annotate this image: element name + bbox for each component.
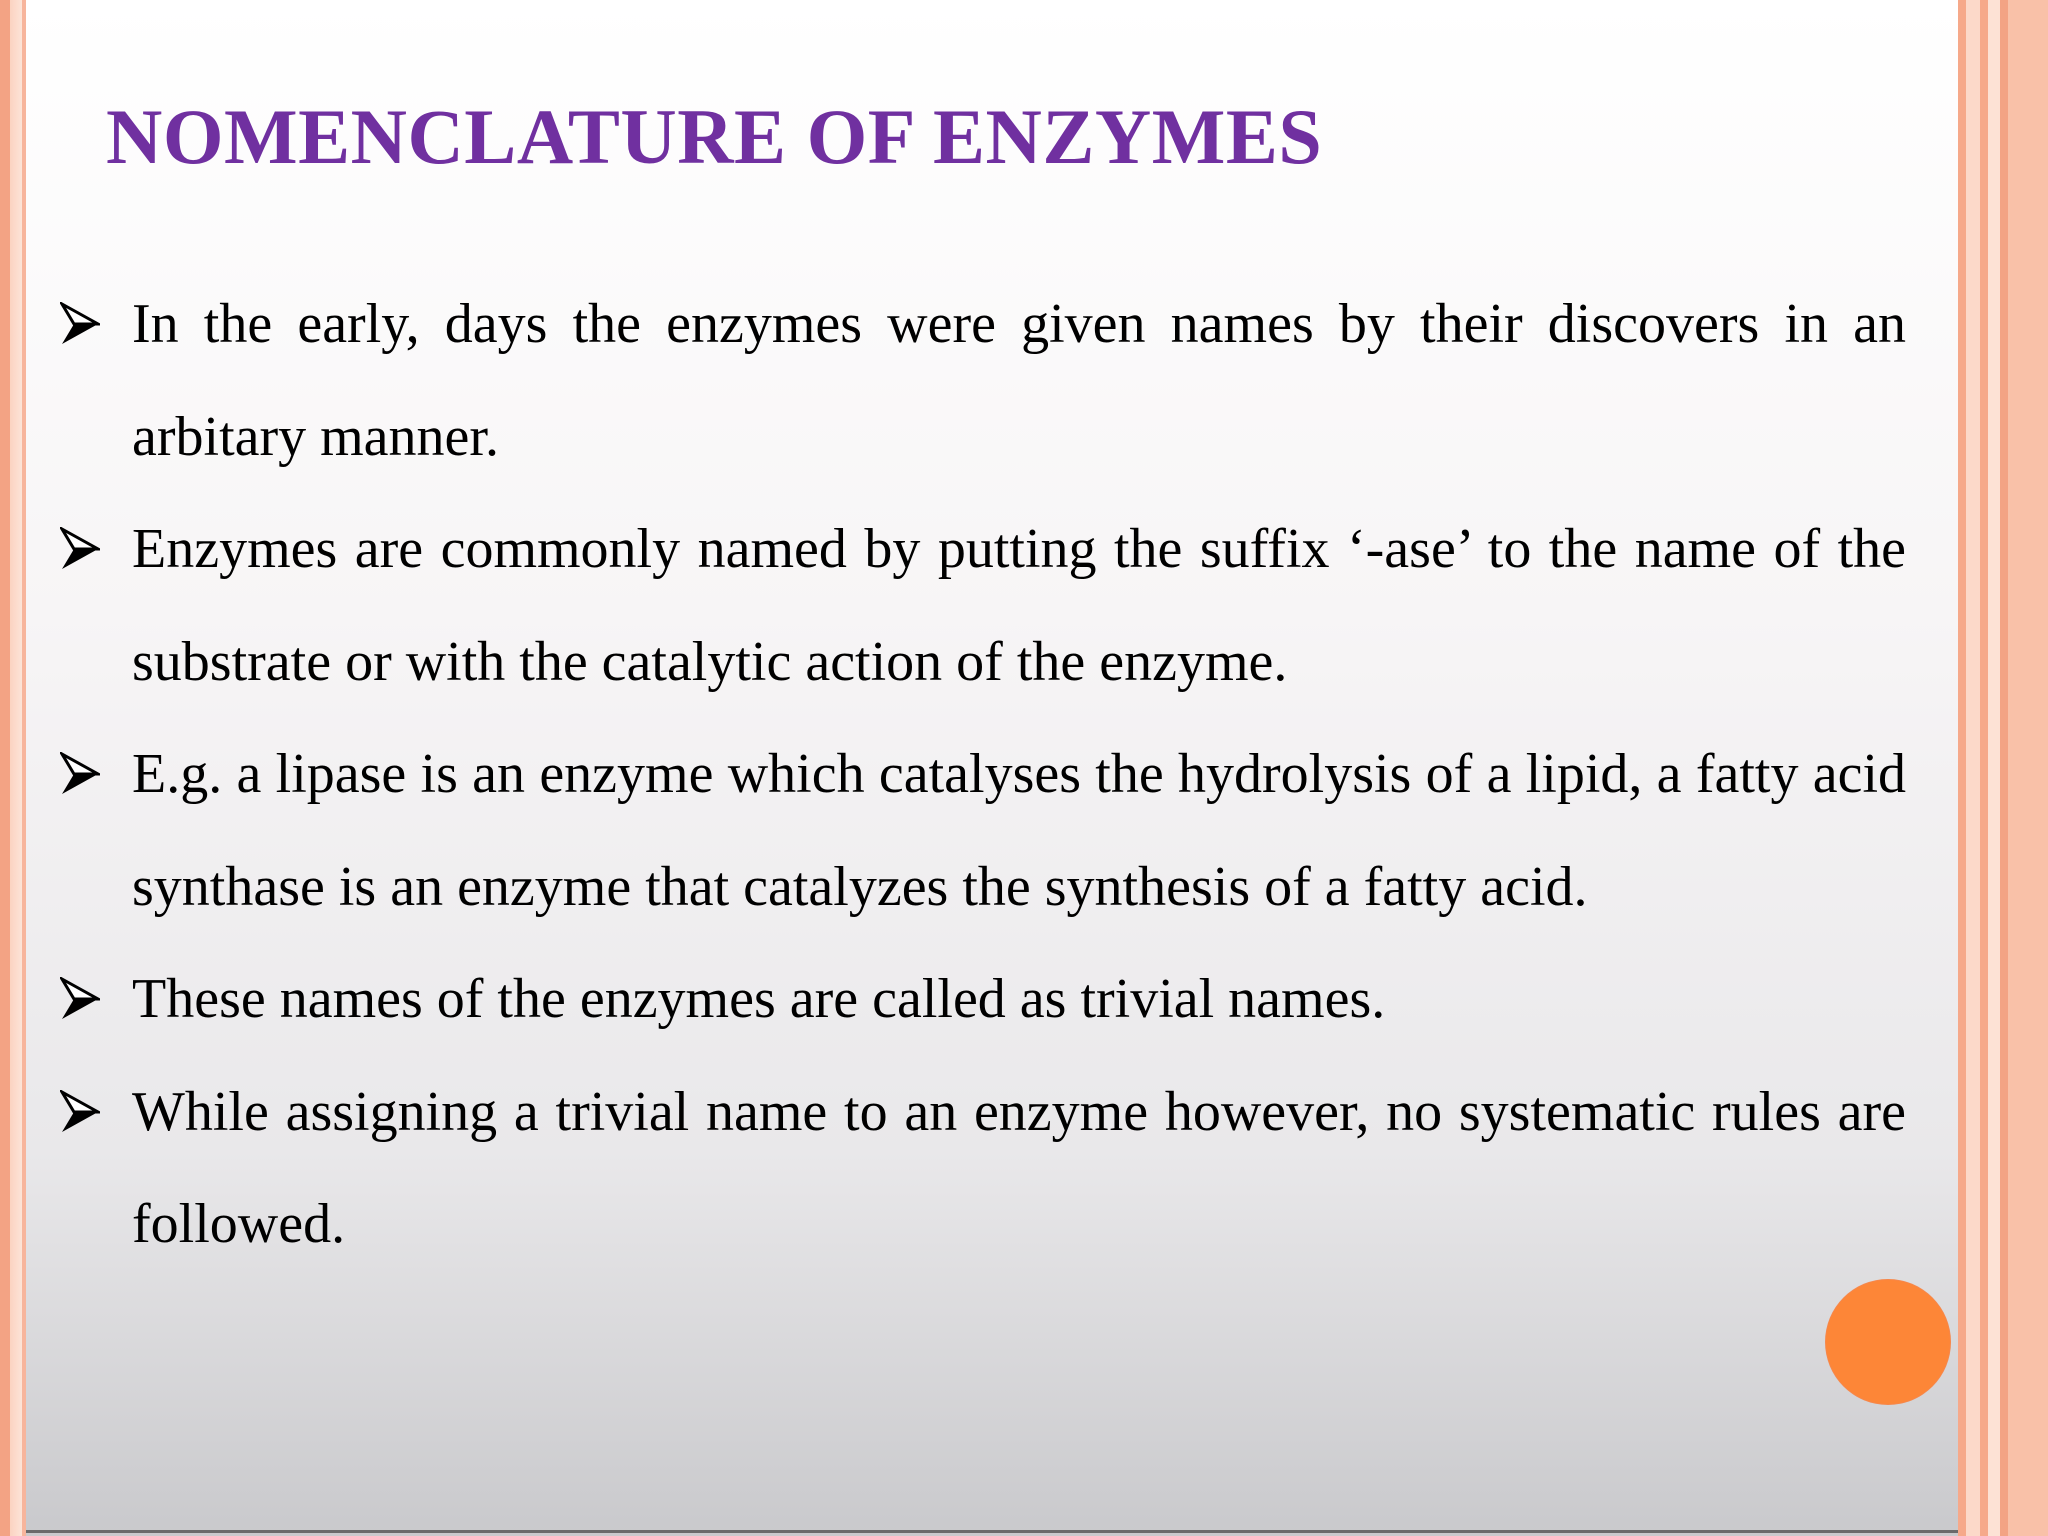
left-border-line [22,0,26,1536]
left-border-stripe [0,0,10,1536]
bullet-item [56,493,1906,718]
arrow-bullet-icon [60,527,100,571]
arrow-bullet-icon [60,977,100,1021]
arrow-bullet-icon [60,302,100,346]
orange-circle-icon [1826,1280,1950,1404]
arrow-bullet-icon [60,752,100,796]
bullet-item [56,1056,1906,1281]
bullet-text: While assigning a trivial name to an enzyme however, no systematic rules are followed. [132,1080,1906,1255]
bullet-text: In the early, days the enzymes were given names by their discovers in an arbitary manner. [132,293,1906,468]
arrow-bullet-icon [60,1090,100,1134]
bullet-text: Enzymes are commonly named by putting the suffix ‘-ase’ to the name of the substrate or with the catalytic action of the enzyme. [132,518,1906,693]
bullet-item [56,268,1906,493]
bullet-item [56,718,1906,943]
bullet-list [56,268,1906,1281]
slide-title: NOMENCLATURE OF ENZYMES [106,93,1323,180]
right-border-band [1958,0,2048,1536]
bullet-text: These names of the enzymes are called as trivial names. [132,968,1386,1030]
bottom-rule [26,1530,1958,1533]
bullet-item [56,943,1906,1056]
bullet-text: E.g. a lipase is an enzyme which catalyses the hydrolysis of a lipid, a fatty acid synthase is an enzyme that catalyzes the synthesis of a fatty acid. [132,743,1906,918]
